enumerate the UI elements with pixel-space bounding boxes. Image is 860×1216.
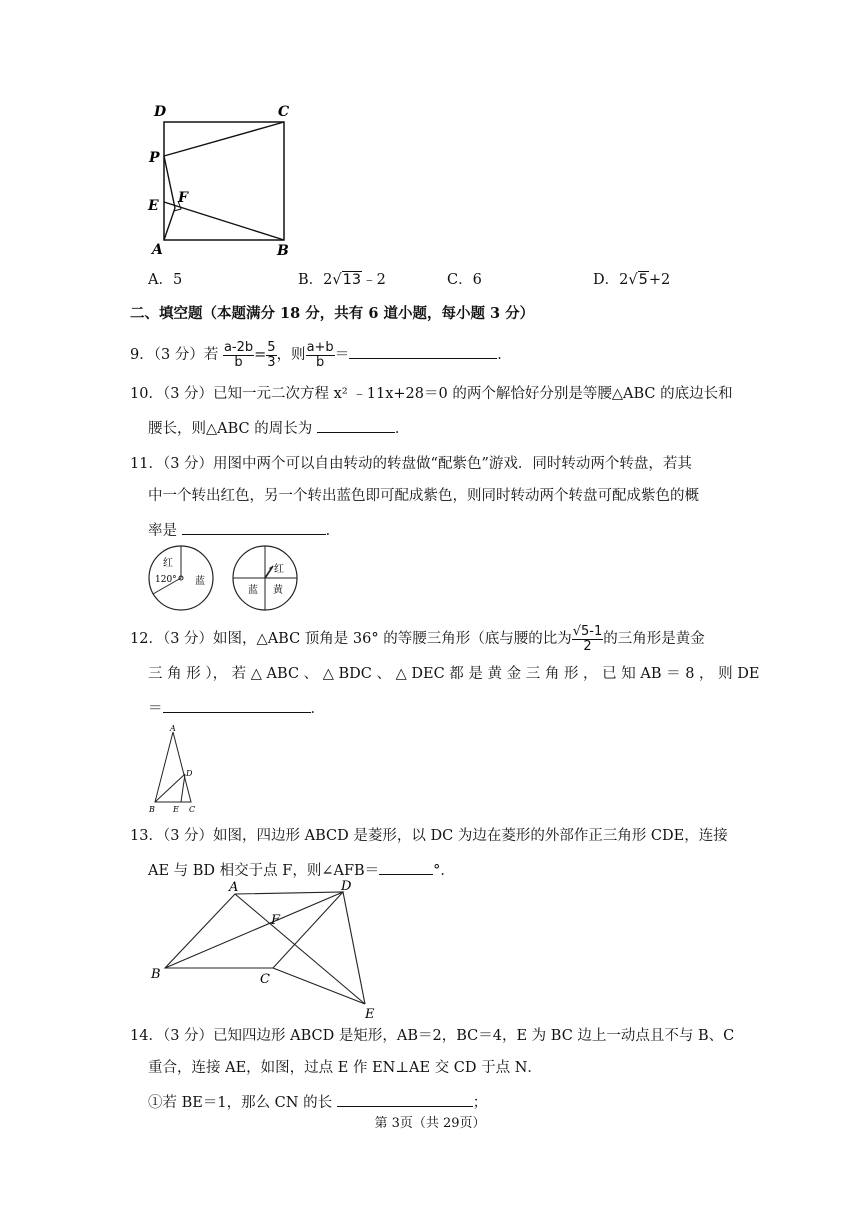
q14-answer-blank[interactable] [337,1090,473,1107]
q12-label-c: C [189,805,196,814]
q10-answer-blank[interactable] [317,416,395,433]
q13-label-d: D [341,880,352,894]
question-12-line2: 三 角 形 ）， 若 △ ABC 、 △ BDC 、 △ DEC 都 是 黄 金 三 角 形 ， 已 知 AB ＝ 8 ， 则 DE [148,666,760,682]
q11-answer-blank[interactable] [182,518,326,535]
question-10-line2: 腰长，则△ABC 的周长为 ． [148,416,409,439]
q12-figure [145,722,205,814]
q12-label-b: B [149,805,155,814]
q13-answer-blank[interactable] [379,858,433,875]
q12-label-e: E [173,805,179,814]
question-11-line2: 中一个转出红色，另一个转出蓝色即可配成紫色，则同时转动两个转盘可配成紫色的概 [148,488,699,504]
q11-spinners [145,542,305,612]
q8-option-a: A．5 [148,272,183,288]
q8-option-b: B．2√13﹣2 [298,272,386,288]
spinner2-yellow: 黄 [273,585,283,596]
question-11-line1: 11．（3 分）用图中两个可以自由转动的转盘做“配紫色”游戏．同时转动两个转盘，若其 [130,456,692,472]
q8-label-d: D [154,104,167,120]
question-14-line2: 重合，连接 AE，如图，过点 E 作 EN⊥AE 交 CD 于点 N． [148,1060,542,1076]
q12-answer-blank[interactable] [163,696,311,713]
q13-label-f: F [271,913,281,928]
q8-option-c: C．6 [447,272,482,288]
q9-answer-blank[interactable] [349,342,497,359]
spinner1-blue: 蓝 [195,576,205,587]
q8-label-a: A [152,242,163,258]
q8-label-e: E [148,198,159,214]
question-12-line1: 12．（3 分）如图，△ABC 顶角是 36° 的等腰三角形（底与腰的比为 $\frac{√5-1}{2}$ 的三角形是黄金 [130,623,705,654]
q13-label-c: C [260,972,270,987]
q8-label-p: P [149,150,160,166]
q8-option-d: D．2√5+2 [593,272,671,288]
q8-label-f: F [178,190,188,206]
question-14-sub1: ①若 BE＝1，那么 CN 的长 ； [148,1090,487,1113]
spinner1-red: 红 [163,558,173,569]
question-14-line1: 14．（3 分）已知四边形 ABCD 是矩形，AB＝2，BC＝4，E 为 BC 边上一动点且不与 B、C [130,1028,735,1044]
q12-label-d: D [186,769,193,778]
spinner1-angle: 120° [155,575,177,585]
q13-figure [145,880,385,1020]
q8-figure [140,98,300,260]
q13-label-e: E [365,1007,375,1020]
q13-label-a: A [229,880,239,895]
question-9: 9．（3 分）若 $\frac{a-2b}{b}$ = $\frac{5}{3}$ ，则 $\frac{a+b}{b}$ ＝ ． [130,339,512,370]
spinner2-red: 红 [274,564,284,575]
q12-label-a: A [170,724,176,733]
q8-label-b: B [277,243,289,259]
section-title: 二、填空题（本题满分 18 分，共有 6 道小题，每小题 3 分） [130,305,535,322]
question-10-line1: 10．（3 分）已知一元二次方程 x² ﹣11x+28＝0 的两个解恰好分别是等腰△ABC 的底边长和 [130,386,733,402]
page-footer: 第 3页（共 29页） [374,1116,486,1131]
question-12-line3: ＝ ． [148,696,325,719]
question-13-line2: AE 与 BD 相交于点 F，则∠AFB＝ °． [148,858,455,881]
q8-label-c: C [278,104,290,120]
q13-label-b: B [151,967,161,982]
spinner2-blue: 蓝 [248,585,258,596]
question-11-line3: 率是 ． [148,518,340,541]
question-13-line1: 13．（3 分）如图，四边形 ABCD 是菱形，以 DC 为边在菱形的外部作正三角形 CDE，连接 [130,828,728,844]
